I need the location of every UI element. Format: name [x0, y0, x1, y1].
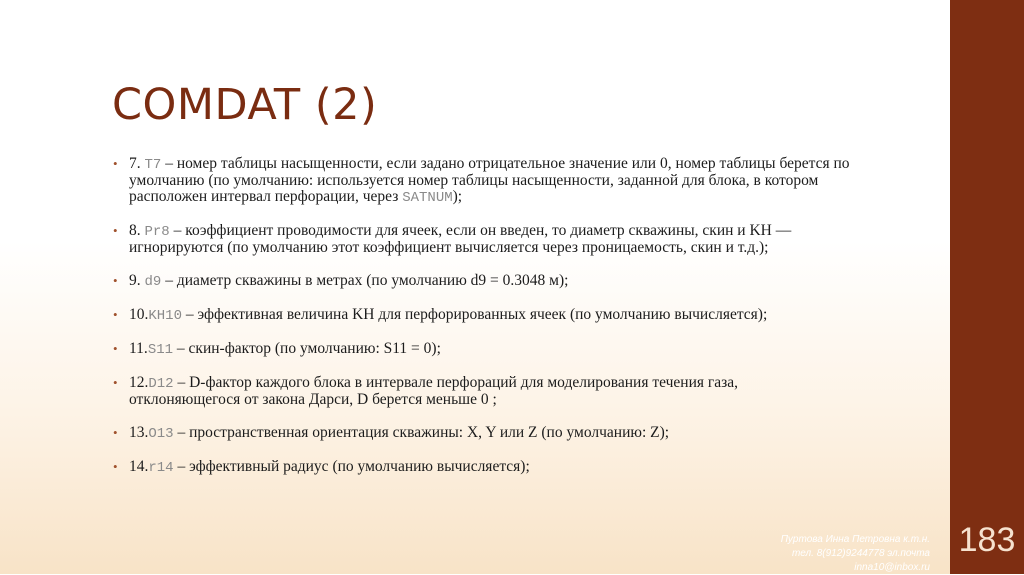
- bullet-number: 7.: [129, 155, 145, 172]
- bullet-text: – D-фактор каждого блока в интервале перфораций для моделирования течения газа, отклоняющегося от закона Дарси, D берется меньше 0 ;: [129, 374, 738, 408]
- author-footer: [700, 533, 930, 575]
- param-code-secondary: SATNUM: [402, 190, 453, 206]
- bullet-icon: •: [113, 307, 118, 322]
- bullet-number: 9.: [129, 272, 145, 289]
- author-phone: тел. 8(912)9244778 эл.почта: [791, 548, 930, 559]
- param-code: O13: [148, 426, 174, 442]
- param-code: KH10: [148, 308, 182, 324]
- param-code: Pr8: [144, 224, 170, 240]
- bullet-number: 13.: [129, 424, 149, 441]
- param-code: D12: [148, 376, 174, 392]
- bullet-item-7: [113, 156, 853, 206]
- bullet-icon: •: [113, 375, 118, 390]
- bullet-icon: •: [113, 223, 118, 238]
- bullet-icon: •: [113, 156, 118, 171]
- author-email: inna10@inbox.ru: [854, 562, 930, 573]
- bullet-text: – коэффициент проводимости для ячеек, если он введен, то диаметр скважины, скин и KH — игнорируются (по умолчанию этот коэффициент вычисляется через проницаемость, скин и т.д.);: [129, 222, 792, 256]
- author-name: Пуртова Инна Петровна к.т.н.: [780, 534, 930, 545]
- side-accent-bar: [950, 0, 1024, 574]
- param-code: d9: [144, 274, 162, 290]
- param-code: r14: [148, 460, 174, 476]
- bullet-item-11: [113, 341, 853, 358]
- bullet-number: 12.: [129, 374, 149, 391]
- bullet-number: 11.: [129, 340, 148, 357]
- bullet-number: 8.: [129, 222, 145, 239]
- slide-page-number: 183: [958, 521, 1016, 559]
- bullet-text: – диаметр скважины в метрах (по умолчанию d9 = 0.3048 м);: [161, 272, 569, 289]
- param-code: S11: [147, 342, 174, 358]
- bullet-icon: •: [113, 459, 118, 474]
- slide-title: COMDAT (2): [112, 80, 378, 130]
- bullet-item-9: [113, 273, 853, 290]
- bullet-text: – эффективный радиус (по умолчанию вычисляется);: [173, 458, 530, 475]
- bullet-text: – скин-фактор (по умолчанию: S11 = 0);: [173, 340, 441, 357]
- bullet-suffix: );: [452, 188, 463, 205]
- bullet-text: – пространственная ориентация скважины: X, Y или Z (по умолчанию: Z);: [173, 424, 670, 441]
- bullet-item-14: [113, 459, 853, 476]
- bullet-item-12: [113, 375, 853, 408]
- bullet-number: 10.: [129, 306, 149, 323]
- bullet-item-8: [113, 223, 853, 256]
- param-code: T7: [144, 157, 162, 173]
- bullet-item-13: [113, 425, 853, 442]
- bullet-icon: •: [113, 341, 118, 356]
- bullet-item-10: [113, 307, 853, 324]
- bullet-list: [113, 156, 853, 493]
- bullet-text: – номер таблицы насыщенности, если задано отрицательное значение или 0, номер таблицы берется по умолчанию (по умолчанию: используется номер таблицы насыщенности, заданной для блока, в котором расположен интервал перфорации, через: [129, 155, 850, 205]
- bullet-text: – эффективная величина KH для перфорированных ячеек (по умолчанию вычисляется);: [181, 306, 768, 323]
- bullet-icon: •: [113, 273, 118, 288]
- bullet-icon: •: [113, 425, 118, 440]
- bullet-number: 14.: [129, 458, 149, 475]
